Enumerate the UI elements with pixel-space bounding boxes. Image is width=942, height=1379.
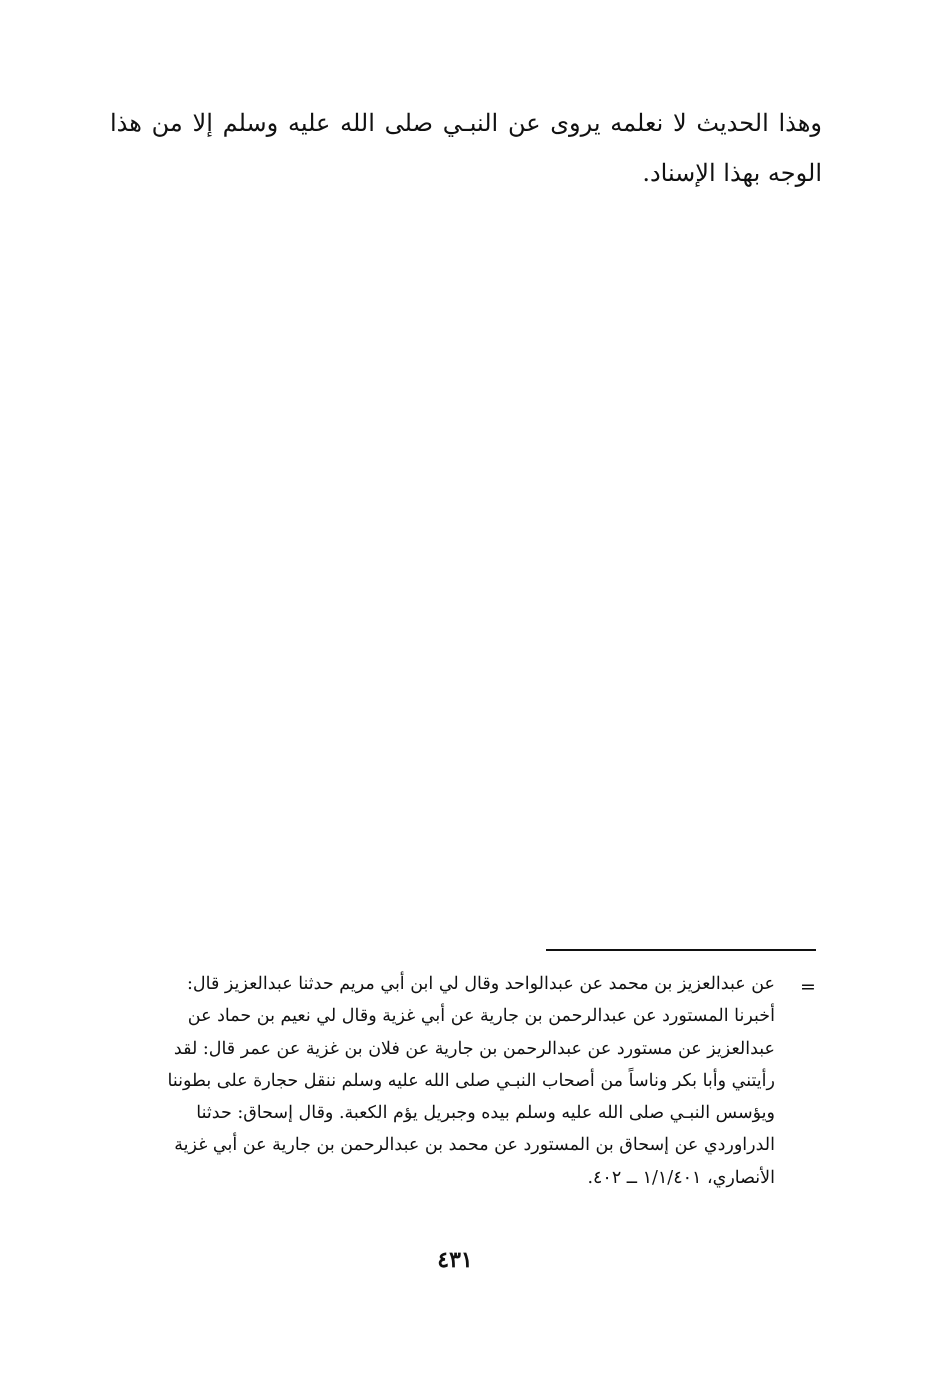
footnote-line: ويؤسس النبـي صلى الله عليه وسلم بيده وجبريل يؤم الكعبة. وقال إسحاق: حدثنا — [196, 1103, 775, 1124]
footnote-line: عبدالعزيز عن مستورد عن عبدالرحمن بن جارية عن فلان بن غزية عن عمر قال: لقد — [173, 1038, 775, 1059]
footnote-line: رأيتني وأبا بكر وناساً من أصحاب النبـي صلى الله عليه وسلم ننقل حجارة على بطوننا — [167, 1070, 775, 1091]
footnote-separator — [546, 949, 816, 951]
footnote-line: الأنصاري، ١/١/٤٠١ ــ ٤٠٢. — [587, 1167, 775, 1188]
footnote-line: عن عبدالعزيز بن محمد عن عبدالواحد وقال لي ابن أبي مريم حدثنا عبدالعزيز قال: — [187, 974, 775, 994]
footnote — [115, 968, 775, 1194]
page-number: ٤٣١ — [437, 1247, 473, 1273]
footnote-continuation-marker: = — [800, 976, 816, 998]
footnote-line: أخبرنا المستورد عن عبدالرحمن بن جارية عن أبي غزية وقال لي نعيم بن حماد عن — [187, 1006, 775, 1027]
main-paragraph: وهذا الحديث لا نعلمه يروى عن النبـي صلى الله عليه وسلم إلا من هذا الوجه بهذا الإسناد. — [110, 109, 822, 187]
footnote-line: الدراوردي عن إسحاق بن المستورد عن محمد بن عبدالرحمن بن جارية عن أبي غزية — [174, 1135, 775, 1156]
